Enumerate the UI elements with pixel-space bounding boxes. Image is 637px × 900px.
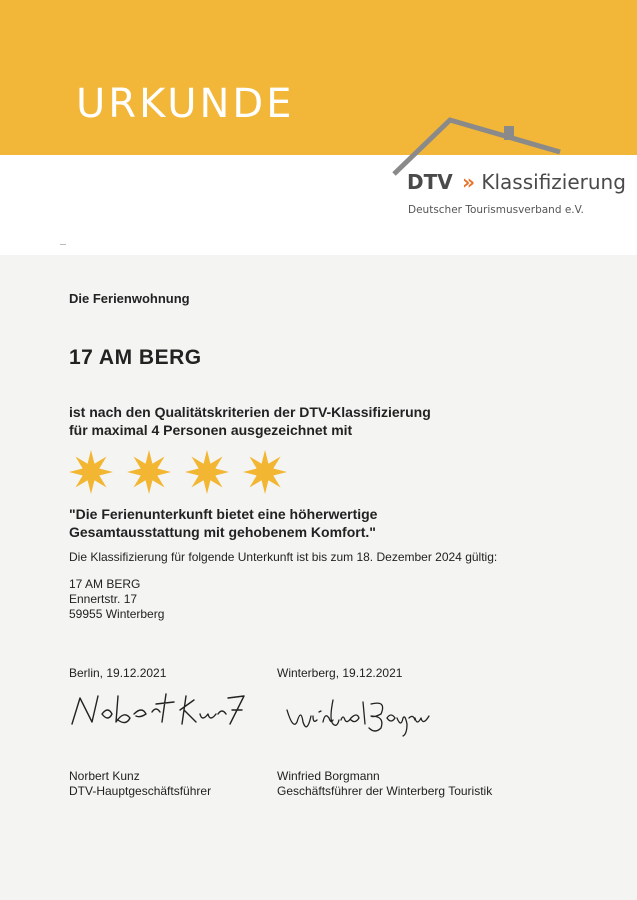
star-icon [185, 450, 229, 494]
quote-line-1: "Die Ferienunterkunft bietet eine höherwertige [69, 506, 378, 522]
signature-right [283, 694, 433, 738]
address-line-2: Ennertstr. 17 [69, 592, 138, 606]
signatory-right [277, 769, 492, 799]
criteria-line-1: ist nach den Qualitätskriterien der DTV-Klassifizierung [69, 404, 431, 420]
star-icon [69, 450, 113, 494]
star-rating [68, 449, 298, 495]
star-icon [243, 450, 287, 494]
accommodation-type: Die Ferienwohnung [69, 291, 190, 306]
address-line-3: 59955 Winterberg [69, 607, 165, 621]
logo-brand: DTV [407, 170, 453, 194]
dtv-logo [407, 172, 626, 192]
criteria-text [69, 403, 431, 439]
star-icon [127, 450, 171, 494]
signatory-left-name: Norbert Kunz [69, 769, 140, 783]
signature-left [68, 688, 248, 730]
address-line-1: 17 AM BERG [69, 577, 141, 591]
signatory-right-role: Geschäftsführer der Winterberg Touristik [277, 784, 493, 798]
logo-subtitle: Deutscher Tourismusverband e.V. [408, 204, 584, 216]
rating-quote [69, 505, 377, 541]
address-block [69, 577, 164, 622]
certificate-title: URKUNDE [76, 81, 295, 127]
chevron-icon: » [462, 170, 473, 194]
validity-text: Die Klassifizierung für folgende Unterkunft ist bis zum 18. Dezember 2024 gültig: [69, 550, 498, 564]
place-date-left: Berlin, 19.12.2021 [69, 666, 167, 680]
logo-name: Klassifizierung [481, 170, 626, 194]
criteria-line-2: für maximal 4 Personen ausgezeichnet mit [69, 422, 353, 438]
property-name: 17 AM BERG [69, 346, 202, 369]
signatory-right-name: Winfried Borgmann [277, 769, 380, 783]
place-date-right: Winterberg, 19.12.2021 [277, 666, 403, 680]
fold-mark [60, 244, 66, 245]
signatory-left [69, 769, 211, 799]
quote-line-2: Gesamtausstattung mit gehobenem Komfort." [69, 524, 376, 540]
signatory-left-role: DTV-Hauptgeschäftsführer [69, 784, 212, 798]
